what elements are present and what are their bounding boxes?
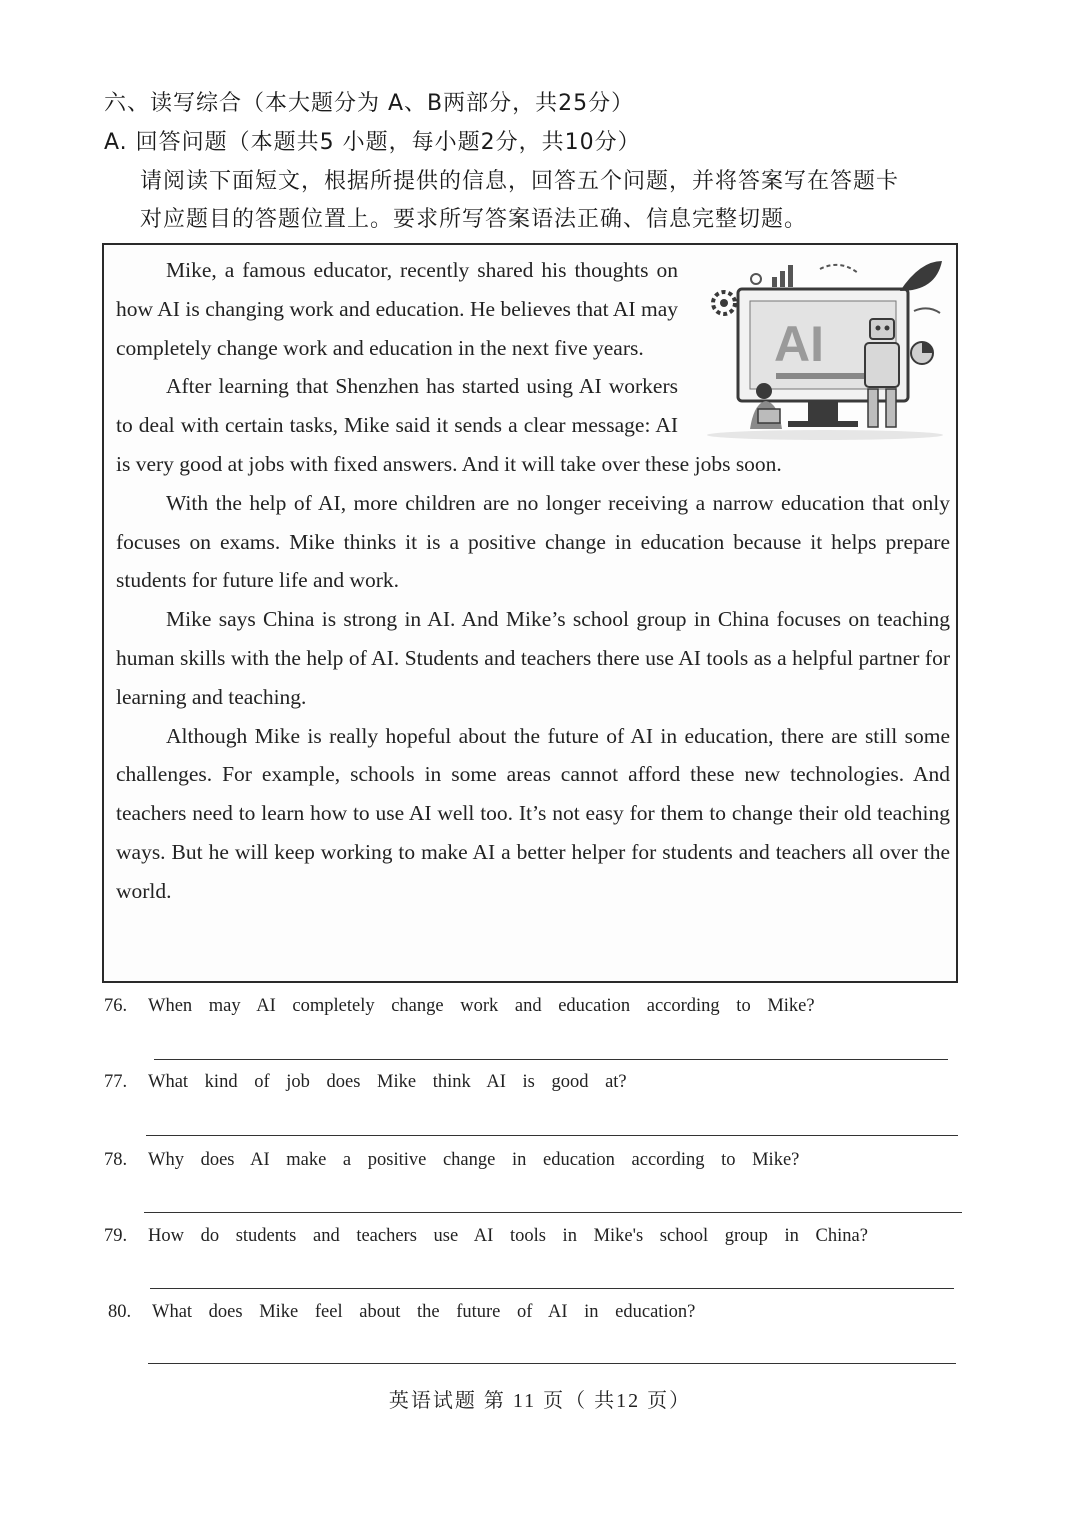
reading-passage (116, 251, 950, 911)
question-number: 79. (104, 1226, 128, 1246)
ai-classroom-illustration (700, 251, 950, 443)
reading-passage-box (102, 243, 958, 983)
question-number: 80. (108, 1302, 132, 1322)
question-text: What does Mike feel about the future of AI in education? (152, 1302, 696, 1322)
ai-screen-label: AI (774, 316, 824, 372)
passage-paragraph-5: Although Mike is really hopeful about the future of AI in education, there are still some challenges. For example, schools in some areas cannot afford these new technologies. And teachers need to learn how to use AI well too. It’s not easy for them to change their old teaching ways. But he will keep working to make AI a better helper for students and teachers all over the world. (116, 723, 950, 903)
answer-line-80[interactable] (148, 1363, 956, 1364)
instructions-line-2: 对应题目的答题位置上。要求所写答案语法正确、信息完整切题。 (140, 207, 808, 232)
question-number: 76. (104, 996, 128, 1016)
question-text: What kind of job does Mike think AI is good at? (148, 1072, 627, 1092)
page-footer: 英语试题 第 11 页（ 共12 页） (388, 1390, 692, 1412)
instructions-line-1: 请阅读下面短文，根据所提供的信息，回答五个问题，并将答案写在答题卡 (140, 169, 900, 194)
question-80 (108, 1302, 695, 1323)
answer-line-76[interactable] (154, 1059, 948, 1060)
question-text: Why does AI make a positive change in education according to Mike? (148, 1150, 800, 1170)
question-78 (104, 1150, 799, 1171)
answer-line-79[interactable] (150, 1288, 954, 1289)
passage-paragraph-1: Mike, a famous educator, recently shared his thoughts on how AI is changing work and education. He believes that AI may completely change work and education in the next five years. (116, 258, 678, 360)
section-heading: 六、读写综合（本大题分为 A、B两部分，共25分） (104, 91, 635, 116)
question-79 (104, 1226, 868, 1247)
question-76 (104, 996, 815, 1017)
passage-paragraph-2: After learning that Shenzhen has started using AI workers to deal with certain tasks, Mike said it sends a clear message: AI is very good at jobs with fixed answers. And it will take over these jobs soon. (116, 374, 782, 476)
question-number: 77. (104, 1072, 128, 1092)
passage-paragraph-4: Mike says China is strong in AI. And Mike’s school group in China focuses on teaching human skills with the help of AI. Students and teachers there use AI tools as a helpful partner for learning and teaching. (116, 607, 950, 709)
question-text: When may AI completely change work and education according to Mike? (148, 996, 815, 1016)
question-number: 78. (104, 1150, 128, 1170)
passage-paragraph-3: With the help of AI, more children are no longer receiving a narrow education that only focuses on exams. Mike thinks it is a positive change in education because it helps prepare students for future life and work. (116, 490, 950, 593)
question-text: How do students and teachers use AI tools in Mike's school group in China? (148, 1226, 868, 1246)
part-a-title: A. 回答问题（本题共5 小题，每小题2分，共10分） (104, 130, 641, 155)
answer-line-77[interactable] (146, 1135, 958, 1136)
answer-line-78[interactable] (144, 1212, 962, 1213)
question-77 (104, 1072, 627, 1093)
